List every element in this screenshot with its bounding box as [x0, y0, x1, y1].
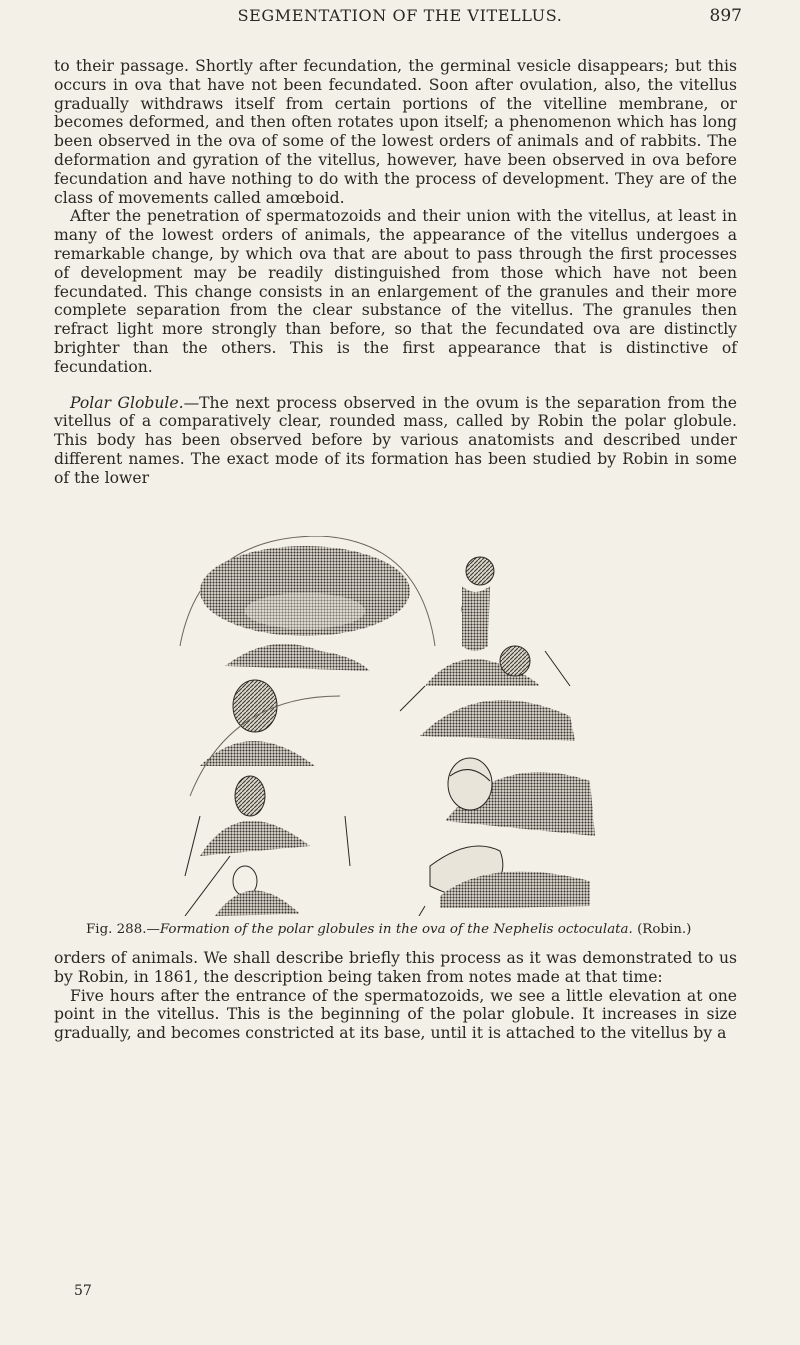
figure-caption — [86, 922, 766, 937]
lower-text — [54, 949, 737, 1043]
ovum-stage-3 — [190, 680, 340, 796]
paragraph-1: to their passage. Shortly after fecundation, the germinal vesicle disappears; but this occurs in ova that have not been fecundated. Soon after ovulation, also, the vitellus gradually withdraws itself from certain portions of the vitelline membrane, or becomes deformed, and then often rotates upon itself; a phenomenon which has long been observed in the ova of some of the lowest orders of animals and of rabbits. The deformation and gyration of the vitellus, however, have been observed in ova before fecundation and have nothing to do with the process of development. They are of the class of movements called amœboid. — [54, 57, 737, 207]
section-heading: Polar Globule. — [70, 393, 184, 412]
running-head — [0, 6, 800, 30]
ovum-stage-6 — [410, 846, 590, 916]
ovum-stage-1 — [180, 536, 435, 671]
paragraph-4: orders of animals. We shall describe briefly this process as it was demonstrated to us by Robin, in 1861, the description being taken from notes made at that time: — [54, 949, 737, 986]
ovum-stage-5 — [185, 776, 350, 916]
figure-illustration — [170, 536, 640, 916]
figure-polar-globules — [170, 536, 640, 916]
paragraph-3-text: —The next process observed in the ovum is the separation from the vitellus of a comparatively clear, rounded mass, called by Robin the polar globule. This body has been observed before by various anatomists and described under different names. The exact mode of its formation has been studied by Robin in some of the lower — [54, 393, 737, 487]
page-number: 897 — [709, 6, 742, 26]
running-title: SEGMENTATION OF THE VITELLUS. — [237, 6, 563, 25]
ovum-stage-2 — [400, 557, 570, 711]
upper-text — [54, 57, 737, 488]
paragraph-2: After the penetration of spermatozoids and their union with the vitellus, at least in many of the lowest orders of animals, the appearance of the vitellus undergoes a remarkable change, by which ova that are about to pass through the first processes of development may be readily distinguished from those which have not been fecundated. This change consists in an enlargement of the granules and their more complete separation from the clear substance of the vitellus. The granules then refract light more strongly than before, so that the fecundated ova are distinctly brighter than the others. This is the first appearance that is distinctive of fecundation. — [54, 207, 737, 376]
paragraph-3 — [54, 394, 737, 488]
caption-prefix: Fig. 288.— — [86, 922, 160, 937]
signature-mark: 57 — [74, 1283, 92, 1299]
paragraph-5: Five hours after the entrance of the spermatozoids, we see a little elevation at one point in the vitellus. This is the beginning of the polar globule. It increases in size gradually, and becomes constricted at its base, until it is attached to the vitellus by a — [54, 986, 737, 1043]
caption-italic: Formation of the polar globules in the ova of the Nephelis octoculata. — [159, 922, 633, 937]
caption-credit: (Robin.) — [637, 922, 692, 937]
